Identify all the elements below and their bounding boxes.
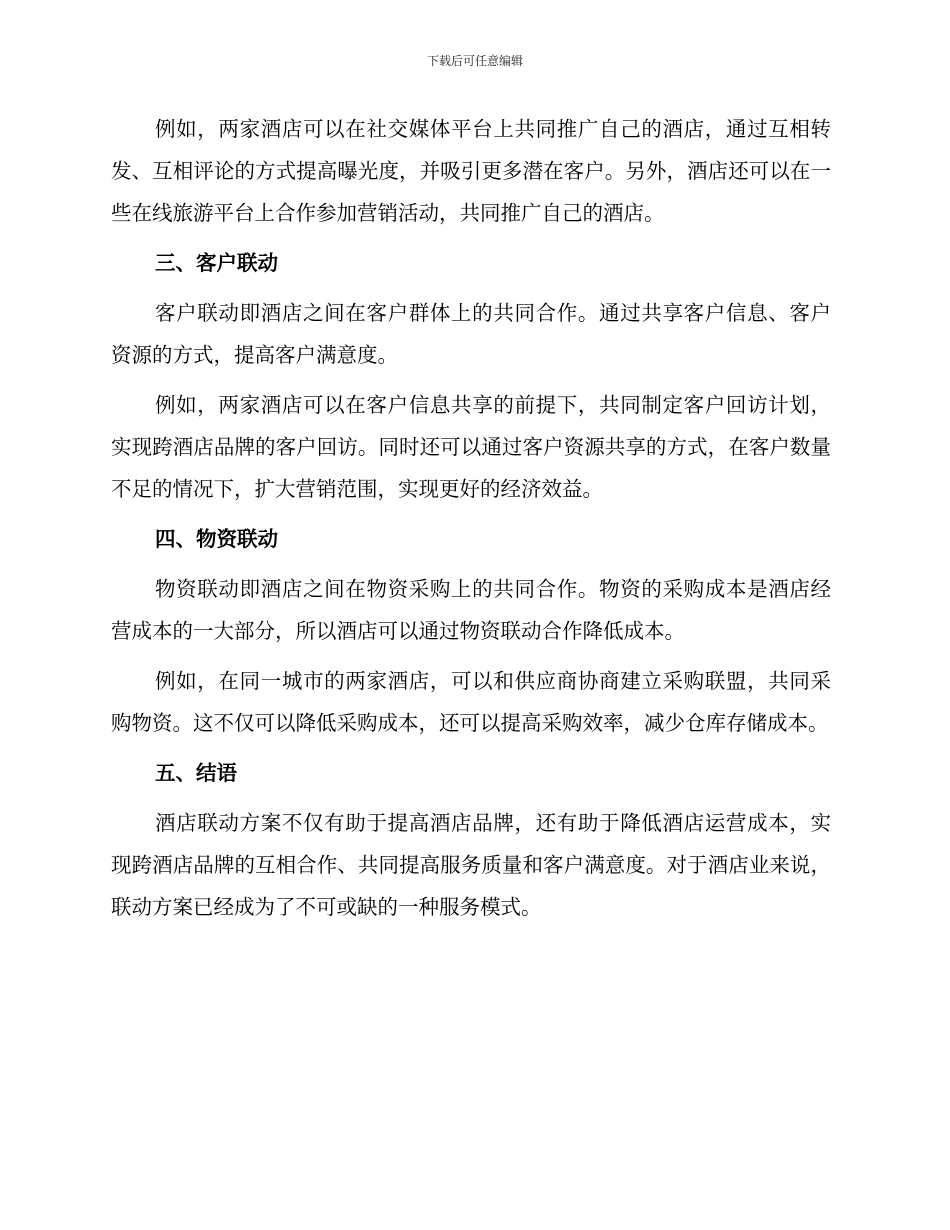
page-header: 下载后可任意编辑 [426,54,523,68]
section-heading-customer-linkage: 三、客户联动 [155,251,278,275]
paragraph-material-linkage-definition: 物资联动即酒店之间在物资采购上的共同合作。物资的采购成本是酒店经营成本的一大部分，所以酒店可以通过物资联动合作降低成本。 [111,577,831,643]
paragraph-online-promotion-example: 例如，两家酒店可以在社交媒体平台上共同推广自己的酒店，通过互相转发、互相评论的方式提高曝光度，并吸引更多潜在客户。另外，酒店还可以在一些在线旅游平台上合作参加营销活动，共同推广自己的酒店。 [111,117,831,225]
section-heading-material-linkage: 四、物资联动 [155,527,278,551]
paragraph-material-linkage-example: 例如，在同一城市的两家酒店，可以和供应商协商建立采购联盟，共同采购物资。这不仅可以降低采购成本，还可以提高采购效率，减少仓库存储成本。 [111,669,831,735]
section-heading-conclusion: 五、结语 [155,761,237,785]
document-body [111,108,831,936]
paragraph-customer-linkage-definition: 客户联动即酒店之间在客户群体上的共同合作。通过共享客户信息、客户资源的方式，提高客户满意度。 [111,301,831,367]
paragraph-customer-linkage-example: 例如，两家酒店可以在客户信息共享的前提下，共同制定客户回访计划，实现跨酒店品牌的客户回访。同时还可以通过客户资源共享的方式，在客户数量不足的情况下，扩大营销范围，实现更好的经济效益。 [111,393,831,501]
paragraph-conclusion: 酒店联动方案不仅有助于提高酒店品牌，还有助于降低酒店运营成本，实现跨酒店品牌的互相合作、共同提高服务质量和客户满意度。对于酒店业来说，联动方案已经成为了不可或缺的一种服务模式。 [111,811,831,919]
